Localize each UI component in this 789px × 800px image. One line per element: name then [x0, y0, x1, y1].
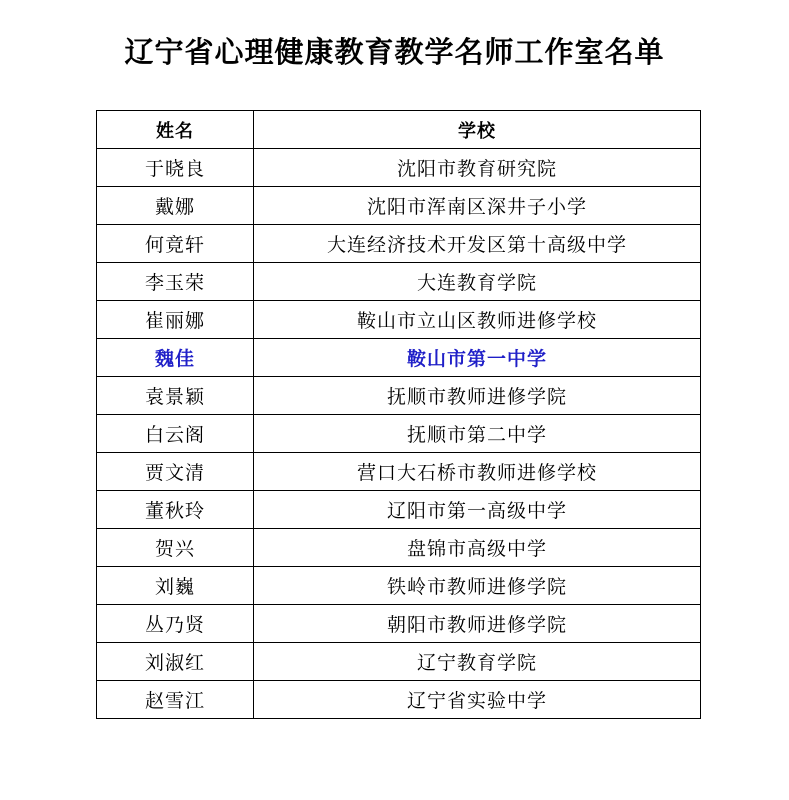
cell-name: 董秋玲: [97, 491, 254, 529]
cell-school: 朝阳市教师进修学院: [254, 605, 701, 643]
table-row: [97, 149, 701, 187]
cell-school: 大连教育学院: [254, 263, 701, 301]
cell-school: 辽宁省实验中学: [254, 681, 701, 719]
cell-name: 赵雪江: [97, 681, 254, 719]
cell-school: 辽宁教育学院: [254, 643, 701, 681]
header-row: [97, 111, 701, 149]
header-school: 学校: [254, 111, 701, 149]
cell-school: 盘锦市高级中学: [254, 529, 701, 567]
table-body: [97, 149, 701, 719]
cell-school: 沈阳市浑南区深井子小学: [254, 187, 701, 225]
cell-school: 沈阳市教育研究院: [254, 149, 701, 187]
table-row: [97, 529, 701, 567]
cell-school: 铁岭市教师进修学院: [254, 567, 701, 605]
cell-school: 抚顺市第二中学: [254, 415, 701, 453]
table-row: [97, 377, 701, 415]
cell-school: 鞍山市第一中学: [254, 339, 701, 377]
cell-school: 抚顺市教师进修学院: [254, 377, 701, 415]
table-row: [97, 491, 701, 529]
header-name: 姓名: [97, 111, 254, 149]
table-row: [97, 339, 701, 377]
cell-school: 辽阳市第一高级中学: [254, 491, 701, 529]
cell-name: 贺兴: [97, 529, 254, 567]
cell-name: 丛乃贤: [97, 605, 254, 643]
cell-name: 崔丽娜: [97, 301, 254, 339]
cell-school: 大连经济技术开发区第十高级中学: [254, 225, 701, 263]
table-row: [97, 681, 701, 719]
table-row: [97, 567, 701, 605]
cell-name: 李玉荣: [97, 263, 254, 301]
table-row: [97, 415, 701, 453]
cell-name: 戴娜: [97, 187, 254, 225]
table-row: [97, 301, 701, 339]
roster-table: [96, 110, 701, 719]
cell-name: 魏佳: [97, 339, 254, 377]
cell-name: 刘巍: [97, 567, 254, 605]
cell-name: 贾文清: [97, 453, 254, 491]
cell-name: 何竟轩: [97, 225, 254, 263]
cell-school: 鞍山市立山区教师进修学校: [254, 301, 701, 339]
table-row: [97, 605, 701, 643]
table-row: [97, 225, 701, 263]
cell-name: 于晓良: [97, 149, 254, 187]
page-title: 辽宁省心理健康教育教学名师工作室名单: [124, 35, 665, 69]
table-row: [97, 643, 701, 681]
cell-school: 营口大石桥市教师进修学校: [254, 453, 701, 491]
table-row: [97, 453, 701, 491]
cell-name: 袁景颖: [97, 377, 254, 415]
table-row: [97, 187, 701, 225]
cell-name: 刘淑红: [97, 643, 254, 681]
cell-name: 白云阁: [97, 415, 254, 453]
table-header: [97, 111, 701, 149]
table-row: [97, 263, 701, 301]
